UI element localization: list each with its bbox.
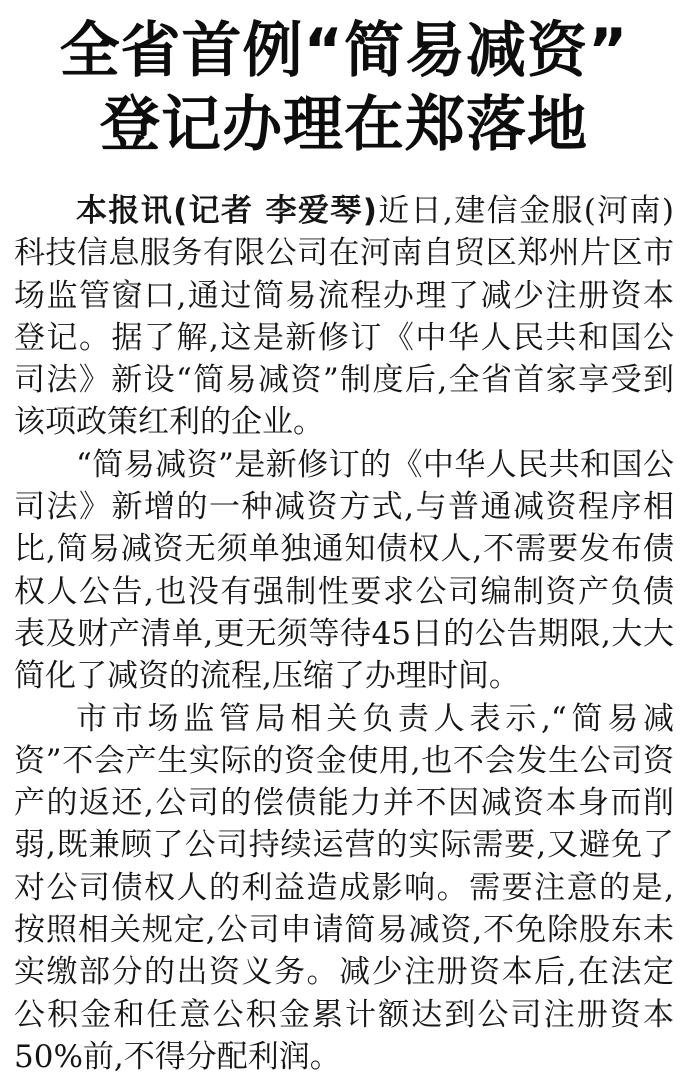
headline-line-1: 全省首例“简易减资” <box>59 16 629 86</box>
reporter-credit: (记者 李爱琴) <box>173 193 377 229</box>
headline-line-2: 登记办理在郑落地 <box>100 90 588 160</box>
article-body <box>14 190 674 1078</box>
byline: 本报讯 <box>76 193 174 229</box>
paragraph-3: 市市场监管局相关负责人表示,“简易减资”不会产生实际的资金使用,也不会发生公司资产的返还,公司的偿债能力并不因减资本身而削弱,既兼顾了公司持续运营的实际需要,又避免了对公司债权人的利益造成影响。需要注意的是,按照相关规定,公司申请简易减资,不免除股东未实缴部分的出资义务。减少注册资本后,在法定公积金和任意公积金累计额达到公司注册资本50%前,不得分配利润。 <box>14 700 674 1075</box>
paragraph-1-text: 近日,建信金服(河南)科技信息服务有限公司在河南自贸区郑州片区市场监管窗口,通过简易流程办理了减少注册资本登记。据了解,这是新修订《中华人民共和国公司法》新设“简易减资”制度后,全省首家享受到该项政策红利的企业。 <box>14 193 674 441</box>
paragraph-2: “简易减资”是新修订的《中华人民共和国公司法》新增的一种减资方式,与普通减资程序相比,简易减资无须单独通知债权人,不需要发布债权人公告,也没有强制性要求公司编制资产负债表及财产清单,更无须等待45日的公告期限,大大简化了减资的流程,压缩了办理时间。 <box>14 446 674 695</box>
paragraph-1 <box>14 190 674 444</box>
headline <box>14 16 674 160</box>
